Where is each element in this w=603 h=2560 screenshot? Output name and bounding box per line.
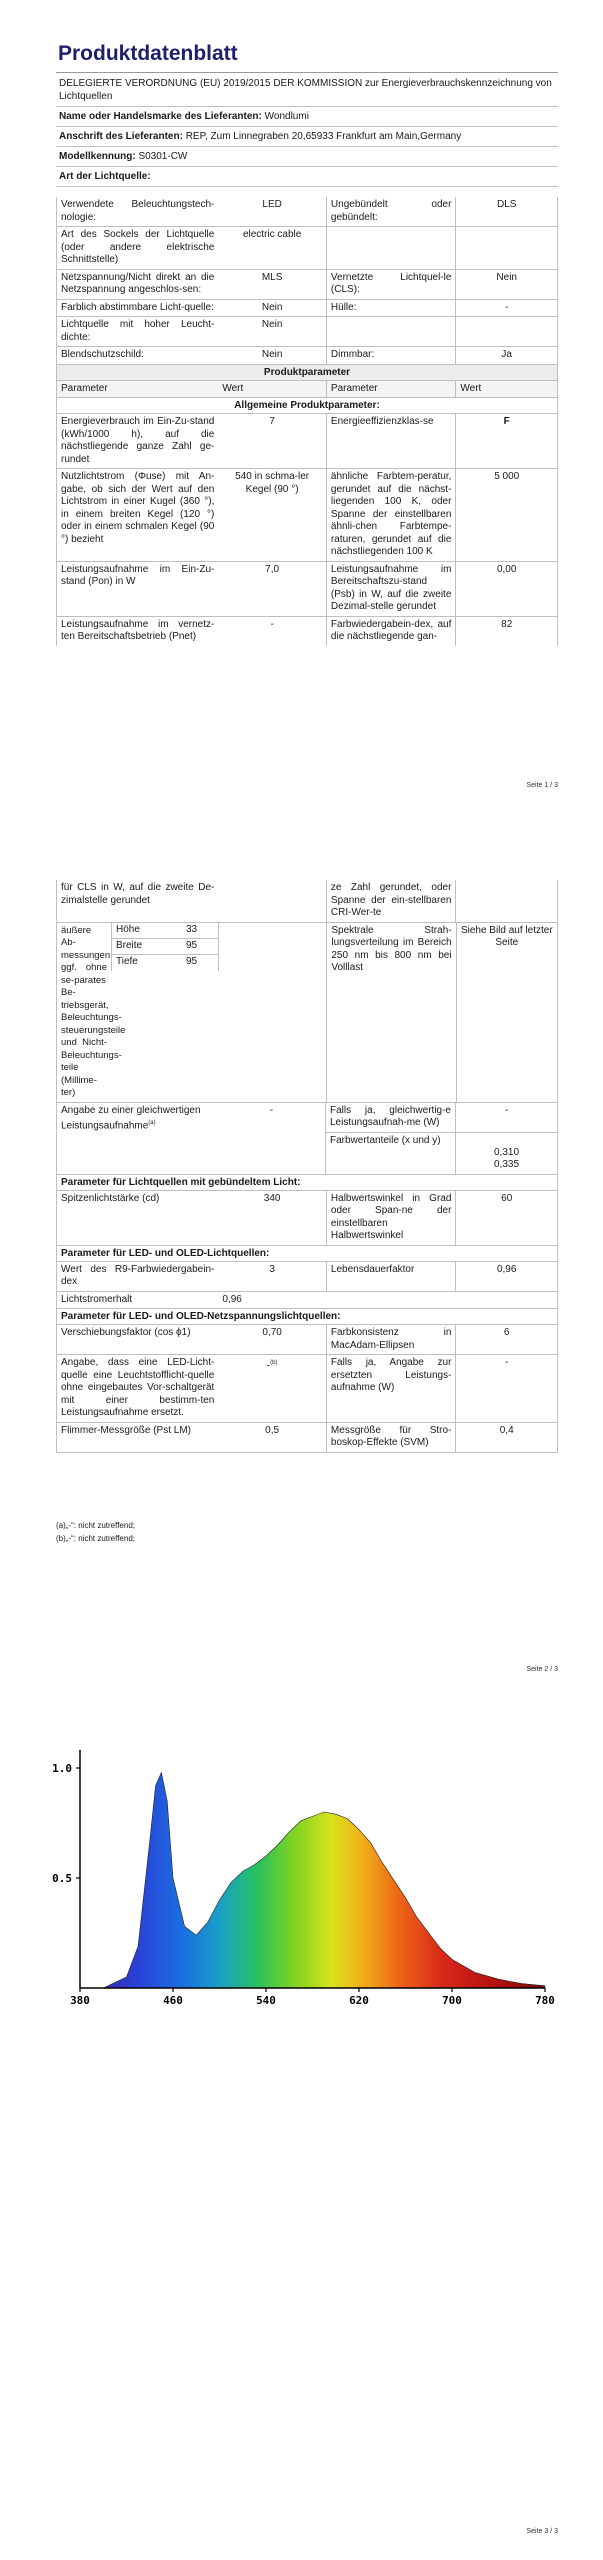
supplier-address-line xyxy=(56,127,558,147)
page-number: Seite 1 / 3 xyxy=(526,782,558,789)
param-key: Spitzenlichtstärke (cd) xyxy=(61,1192,160,1204)
supplier-name-label: Name oder Handelsmarke des Lieferanten: xyxy=(59,111,262,122)
table-row xyxy=(57,1191,557,1246)
light-source-type-label: Art der Lichtquelle: xyxy=(56,167,558,187)
param-value-2: 0,96 xyxy=(455,1262,557,1291)
row-value-2: Ja xyxy=(455,347,557,364)
table-row xyxy=(57,880,557,923)
dimension-value: 95 xyxy=(185,939,198,951)
row-key-2: Dimmbar: xyxy=(326,347,455,364)
dimensions-cell xyxy=(111,923,219,1102)
table-row xyxy=(325,1133,557,1174)
param-value-2: - xyxy=(455,1103,557,1132)
table-row xyxy=(57,347,557,365)
led-params-header: Parameter für LED- und OLED-Lichtquellen: xyxy=(61,1247,270,1259)
param-key: Nutzlichtstrom (Φuse) mit An-gabe, ob sich der Wert auf den Lichtstrom in einer Kugel (360 °), in einem breiten Kegel (120 °) oder in einem schmalen Kegel (90 °) bezieht xyxy=(61,471,215,545)
row-key: Netzspannung/Nicht direkt an die Netzspannung angeschlos-sen: xyxy=(61,271,215,295)
param-key: Verschiebungsfaktor (cos ϕ1) xyxy=(61,1327,191,1338)
param-value: 7 xyxy=(269,416,275,427)
dimension-key: Breite xyxy=(116,939,143,951)
param-value xyxy=(218,880,326,922)
y-tick-label: 0.5 xyxy=(52,1872,72,1885)
equivalent-power-key xyxy=(57,1103,218,1174)
table-row xyxy=(57,1355,557,1423)
param-value: 0,5 xyxy=(265,1424,280,1436)
spectral-distribution-chart xyxy=(0,1720,603,2020)
param-key: Energieverbrauch im Ein-Zu-stand (kWh/1000 h), auf die nächstliegende ganze Zahl ge-rundet xyxy=(61,416,215,465)
param-value-2 xyxy=(455,880,557,922)
column-header-param-2: Parameter xyxy=(326,381,455,398)
supplier-name-line xyxy=(56,107,558,127)
energy-class: F xyxy=(455,414,557,468)
row-value-2 xyxy=(455,317,557,346)
dimension-row xyxy=(112,955,218,971)
table-row xyxy=(57,197,557,227)
param-key-2: Leistungsaufnahme im Bereitschaftszu-stand (Psb) in W, auf die zweite Dezimal-stelle gerundet xyxy=(326,562,455,616)
param-key-2: Farbkonsistenz in MacAdam-Ellipsen xyxy=(326,1325,455,1354)
row-value-2: DLS xyxy=(455,197,557,226)
x-tick-label: 700 xyxy=(442,1994,462,2007)
param-key: Lichtstromerhalt xyxy=(61,1293,133,1305)
row-key-2: Hülle: xyxy=(326,300,455,317)
param-value-2: 82 xyxy=(455,617,557,646)
table-row xyxy=(57,1423,557,1453)
page-1 xyxy=(0,0,603,820)
param-value-2: 0,00 xyxy=(455,562,557,616)
param-key-2: Messgröße für Stro-boskop-Effekte (SVM) xyxy=(326,1423,455,1452)
row-value: Nein xyxy=(261,349,283,360)
table-row xyxy=(57,270,557,300)
x-tick-label: 780 xyxy=(535,1994,555,2007)
row-key-2: Vernetzte Lichtquel-le (CLS): xyxy=(326,270,455,299)
directional-params-header: Parameter für Lichtquellen mit gebündeltem Licht: xyxy=(61,1176,301,1188)
param-key: Leistungsaufnahme im Ein-Zu-stand (Pon) in W xyxy=(61,563,215,587)
x-tick-label: 460 xyxy=(163,1994,183,2007)
product-params-header-row xyxy=(57,365,557,381)
table-row xyxy=(57,1292,557,1310)
column-header-value-2: Wert xyxy=(455,381,557,398)
table-row xyxy=(57,617,557,646)
model-label: Modellkennung: xyxy=(59,151,136,162)
dimension-key: Tiefe xyxy=(116,955,138,967)
model-line xyxy=(56,147,558,167)
page-number: Seite 3 / 3 xyxy=(526,2528,558,2535)
row-value-2: Nein xyxy=(455,270,557,299)
x-tick-label: 620 xyxy=(349,1994,369,2007)
dimensions-table xyxy=(111,923,219,971)
dimension-key: Höhe xyxy=(116,923,140,935)
general-params-header: Allgemeine Produktparameter: xyxy=(57,398,557,413)
dimension-row xyxy=(112,939,218,955)
param-key-2: Falls ja, gleichwertig-e Leistungsaufnah-me (W) xyxy=(325,1103,455,1132)
table-row xyxy=(57,317,557,347)
title-rule xyxy=(56,72,558,73)
param-key: Leistungsaufnahme im vernetz-ten Bereitschaftsbetrieb (Pnet) xyxy=(61,618,215,642)
row-key-2 xyxy=(326,317,455,346)
row-key-2: Ungebündelt oder gebündelt: xyxy=(326,197,455,226)
row-key: Blendschutzschild: xyxy=(61,349,144,360)
param-key-2: ähnliche Farbtem-peratur, gerundet auf die nächst-liegenden 100 K, oder Spanne der einstellbaren ähnli-chen Farbtempe-raturen, gerundet auf die nächstliegenden 100 K xyxy=(326,469,455,561)
param-key-2: Energieeffizienzklas-se xyxy=(326,414,455,468)
footnotes xyxy=(56,1519,135,1545)
table-row xyxy=(57,1262,557,1292)
param-key: Angabe, dass eine LED-Licht-quelle eine Leuchtstofflicht-quelle ohne eingebautes Vor-schaltgerät mit einer bestimm-ten Leistungsaufnahme ersetzt. xyxy=(61,1357,215,1418)
param-value: 7,0 xyxy=(265,563,280,575)
param-value: - xyxy=(269,1104,274,1116)
dimensions-row xyxy=(57,923,557,1103)
row-key: Farblich abstimmbare Licht-quelle: xyxy=(61,301,214,313)
supplier-address-label: Anschrift des Lieferanten: xyxy=(59,131,183,142)
column-header-param: Parameter xyxy=(61,382,108,394)
param-value-2: 5 000 xyxy=(455,469,557,561)
table-row xyxy=(57,469,557,562)
dimensions-spacer xyxy=(219,923,326,1102)
row-value: MLS xyxy=(261,271,283,283)
light-source-table xyxy=(56,197,558,646)
y-tick-label: 1.0 xyxy=(52,1762,72,1775)
row-value: Nein xyxy=(261,319,283,330)
regulation-text: DELEGIERTE VERORDNUNG (EU) 2019/2015 DER KOMMISSION zur Energieverbrauchskennzeichnung von Lichtquellen xyxy=(56,74,558,107)
param-value: - xyxy=(270,618,274,630)
param-value: 340 xyxy=(263,1192,281,1204)
column-header-row xyxy=(57,381,557,399)
replace-value: - xyxy=(266,1360,271,1372)
param-value: 0,96 xyxy=(222,1293,242,1305)
row-key-2 xyxy=(326,227,455,269)
footnote-marker: (b) xyxy=(270,1360,278,1366)
footnote-a: (a)„-“: nicht zutreffend; xyxy=(56,1521,135,1530)
param-key-2: ze Zahl gerundet, oder Spanne der ein-stellbaren CRI-Wer-te xyxy=(326,880,455,922)
row-key: Art des Sockels der Lichtquelle (oder andere elektrische Schnittstelle) xyxy=(61,229,215,265)
general-params-header-row xyxy=(57,398,557,414)
table-row xyxy=(57,227,557,270)
spectral-value: Siehe Bild auf letzter Seite xyxy=(456,923,557,1102)
dimension-value: 33 xyxy=(185,923,198,935)
row-value-2 xyxy=(455,227,557,269)
led-header-row xyxy=(57,1246,557,1262)
row-value: Nein xyxy=(261,301,283,313)
row-value-2: - xyxy=(455,300,557,317)
dimension-row xyxy=(112,923,218,939)
chromaticity-x: 0,310 xyxy=(493,1146,520,1158)
dimensions-label: äußere Ab-messungen, ggf. ohne se-parates Be-triebsgerät, Beleuchtungs-steuerungsteile und Nicht-Beleuchtungs-teile (Millime-ter) xyxy=(61,924,126,1098)
page-2 xyxy=(0,880,603,1680)
footnote-b: (b)„-“: nicht zutreffend; xyxy=(56,1534,135,1543)
empty-cell xyxy=(326,1292,557,1309)
param-value: 0,70 xyxy=(262,1327,282,1338)
param-key-2: Falls ja, Angabe zur ersetzten Leistungs-aufnahme (W) xyxy=(326,1355,455,1422)
row-value: LED xyxy=(262,199,282,210)
x-tick-label: 540 xyxy=(256,1994,276,2007)
param-key: für CLS in W, auf die zweite De-zimalstelle gerundet xyxy=(61,882,215,906)
param-value-2: 60 xyxy=(455,1191,557,1245)
row-key: Verwendete Beleuchtungstech-nologie: xyxy=(61,199,215,223)
param-key-2: Halbwertswinkel in Grad oder Span-ne der einstellbaren Halbwertswinkel xyxy=(326,1191,455,1245)
param-value: 3 xyxy=(269,1263,275,1275)
column-header-value: Wert xyxy=(222,382,244,394)
supplier-name: Wondlumi xyxy=(264,111,309,122)
param-value: 540 in schma-ler Kegel (90 °) xyxy=(235,471,310,495)
spectral-label: Spektrale Strah-lungsverteilung im Bereich 250 nm bis 800 nm bei Volllast xyxy=(326,923,455,1102)
supplier-address: REP, Zum Linnegraben 20,65933 Frankfurt am Main,Germany xyxy=(185,131,462,142)
table-row xyxy=(57,300,557,318)
row-value: electric cable xyxy=(242,229,302,240)
mains-header-row xyxy=(57,1309,557,1325)
header-block xyxy=(56,74,558,187)
param-value-2: 0,4 xyxy=(455,1423,557,1452)
param-value-2: 6 xyxy=(455,1325,557,1354)
footnote-marker: (a) xyxy=(148,1120,156,1126)
equivalent-power-subcells xyxy=(325,1103,557,1174)
param-key: Wert des R9-Farbwiedergabein-dex xyxy=(61,1263,215,1287)
table-row xyxy=(57,1325,557,1355)
spectrum-area xyxy=(80,1772,545,1988)
document-title: Produktdatenblatt xyxy=(58,42,238,65)
chromaticity-y: 0,335 xyxy=(493,1159,520,1170)
x-tick-label: 380 xyxy=(70,1994,90,2007)
product-params-header: Produktparameter xyxy=(57,365,557,380)
model-id: S0301-CW xyxy=(138,151,188,162)
row-key: Lichtquelle mit hoher Leucht-dichte: xyxy=(61,319,215,343)
chromaticity-label: Farbwertanteile (x und y) xyxy=(325,1133,455,1174)
param-key-2: Lebensdauerfaktor xyxy=(326,1262,455,1291)
directional-header-row xyxy=(57,1175,557,1191)
page-number: Seite 2 / 3 xyxy=(526,1666,558,1673)
dimension-value: 95 xyxy=(185,955,198,967)
table-row xyxy=(325,1103,557,1133)
page-3 xyxy=(0,1720,603,2560)
param-key-2: Farbwiedergabein-dex, auf die nächstliegende gan- xyxy=(326,617,455,646)
param-table-continued xyxy=(56,880,558,1453)
table-row xyxy=(57,562,557,617)
param-key: Flimmer-Messgröße (Pst LM) xyxy=(61,1424,192,1436)
equivalent-power-label: Angabe zu einer gleichwertigen Leistungsaufnahme xyxy=(61,1104,201,1132)
mains-params-header: Parameter für LED- und OLED-Netzspannungslichtquellen: xyxy=(61,1311,341,1322)
table-row xyxy=(57,414,557,469)
param-value xyxy=(218,1355,326,1422)
param-value-2: - xyxy=(455,1355,557,1422)
chromaticity-values xyxy=(455,1133,557,1174)
table-row xyxy=(57,1103,557,1175)
